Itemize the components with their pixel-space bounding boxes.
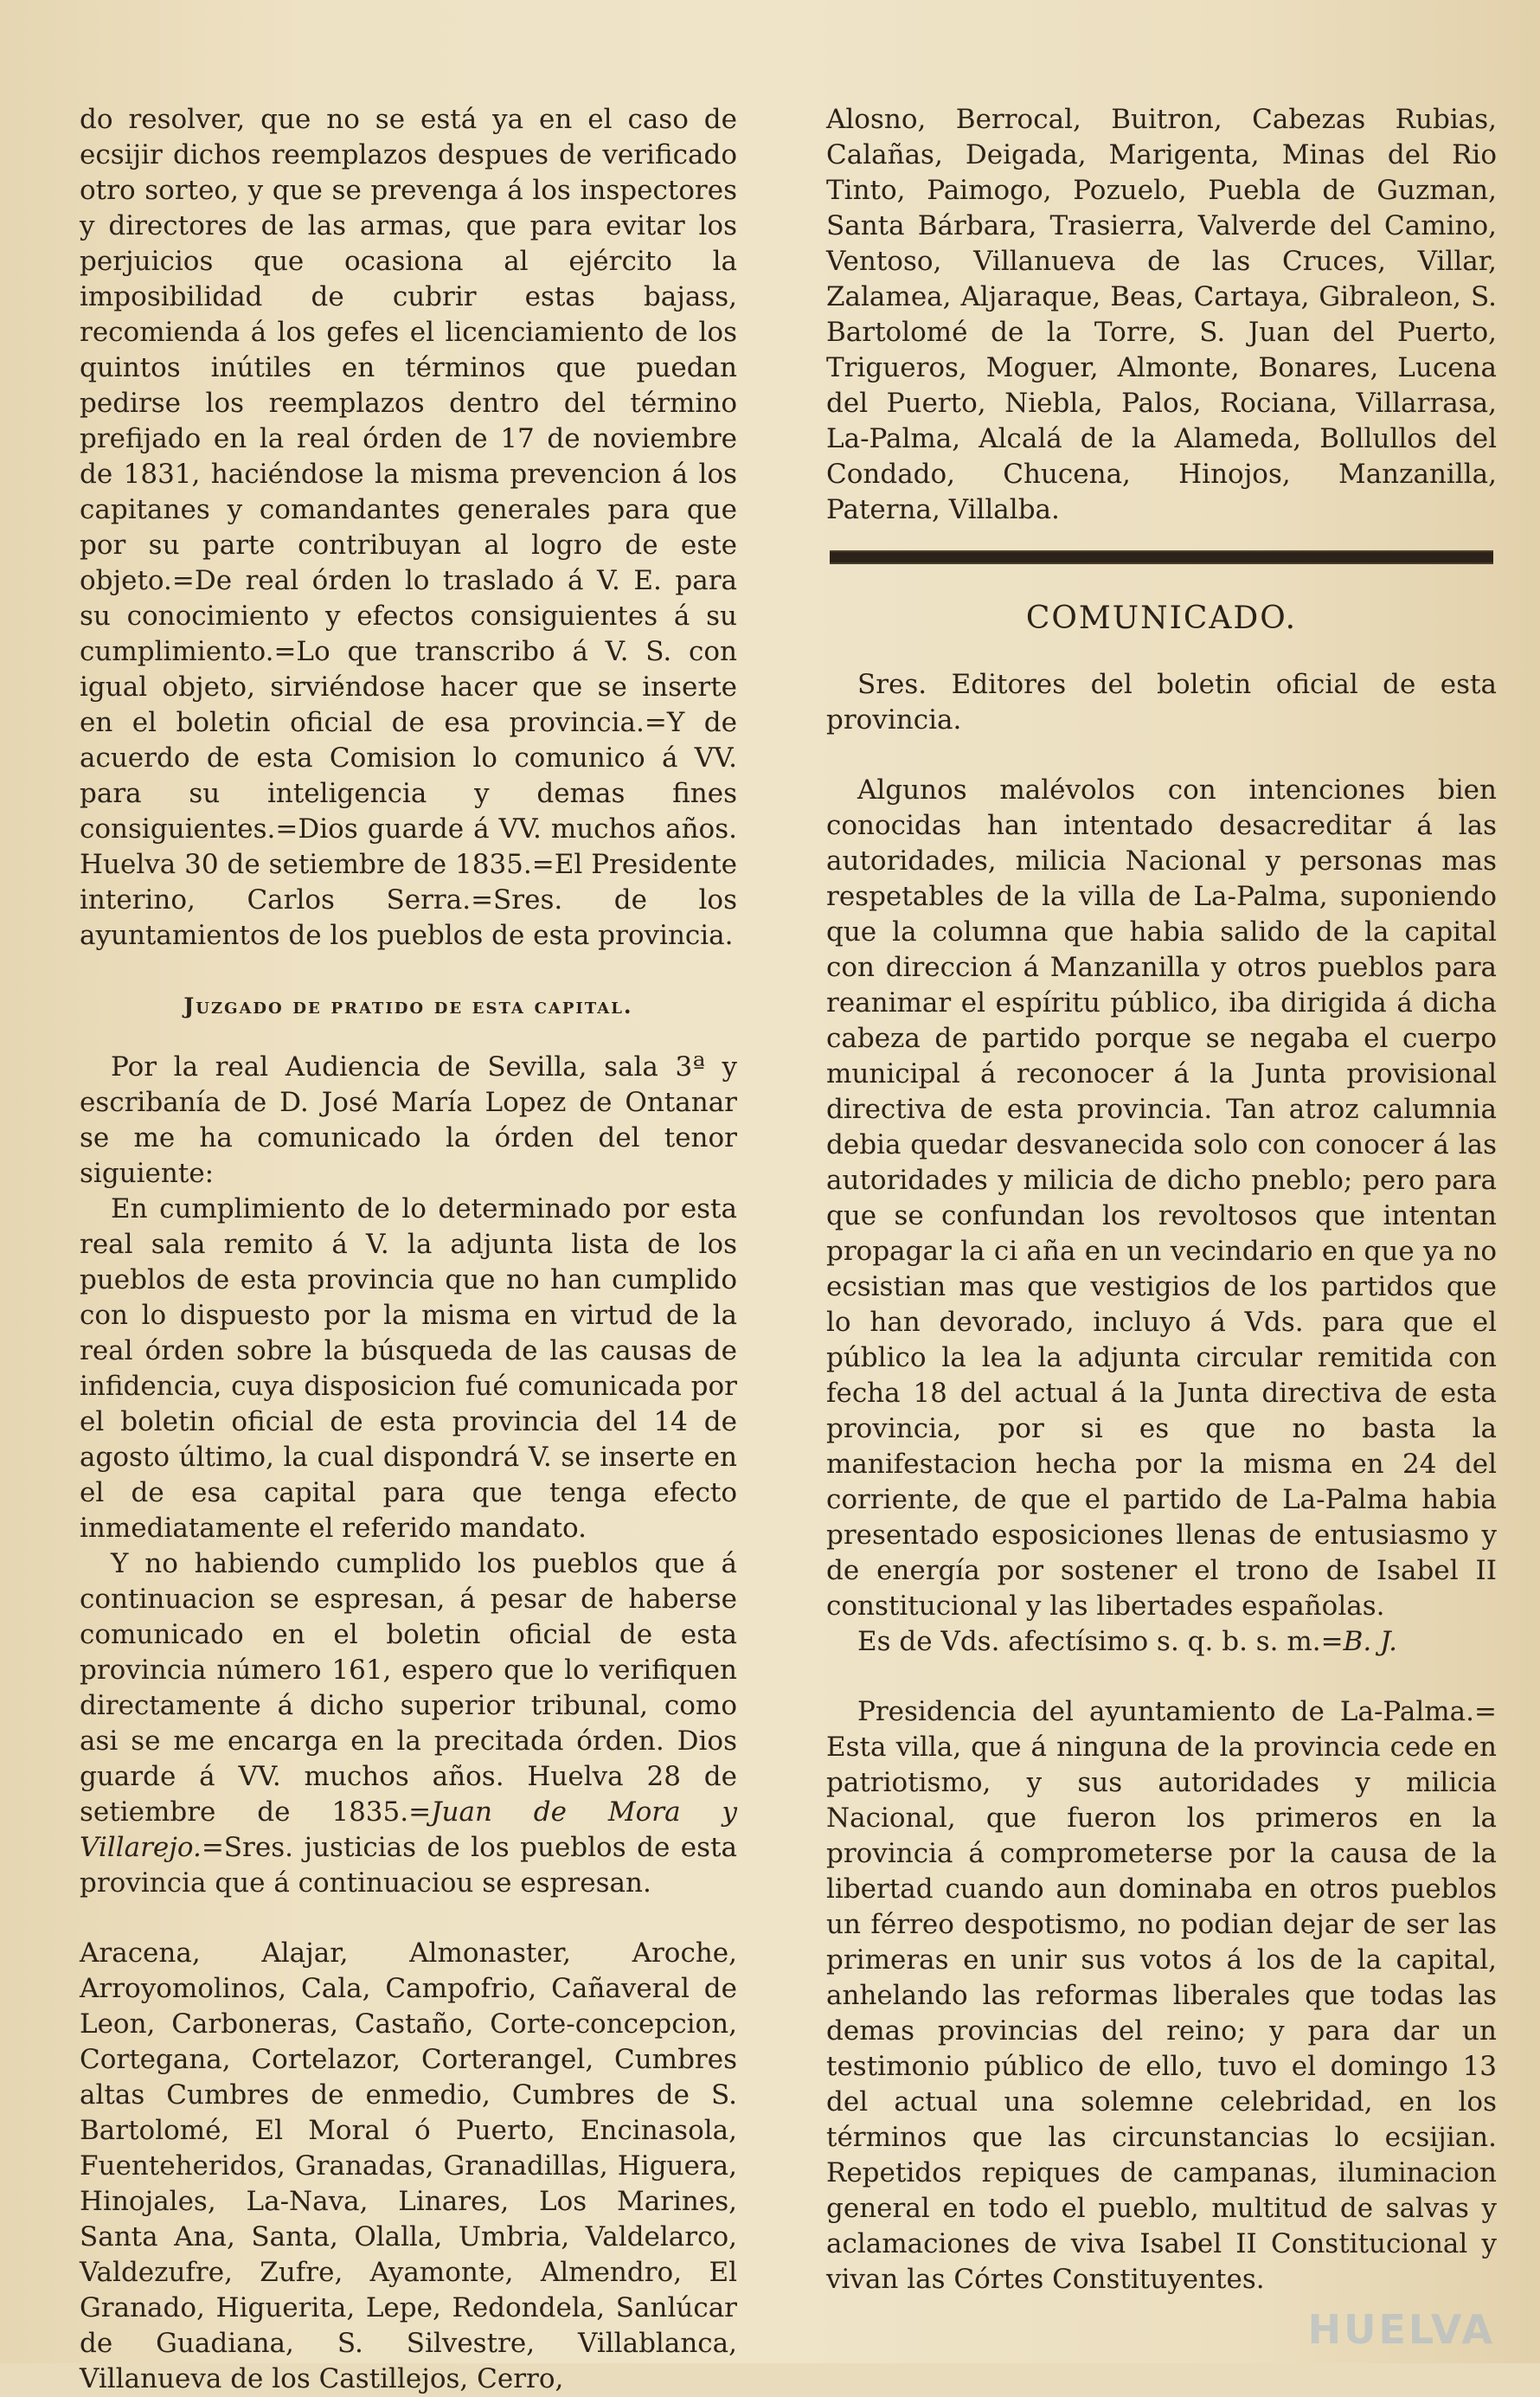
closing-signature: B. J. [1343, 1626, 1397, 1657]
section-heading: Juzgado de pratido de esta capital. [183, 993, 633, 1019]
salutation: Sres. Editores del boletin oficial de esta provincia. [826, 669, 1497, 736]
towns-list-continued: Alosno, Berrocal, Buitron, Cabezas Rubias, Calañas, Deigada, Marigenta, Minas del Rio Tinto, Paimogo, Pozuelo, Puebla de Guzman, Santa Bárbara, Trasierra, Valverde del Camino, Ventoso, Villanueva de las Cruces, Villar, Zalamea, Aljaraque, Beas, Cartaya, Gibraleon, S. Bartolomé de la Torre, S. Juan del Puerto, Trigueros, Moguer, Almonte, Bonares, Lucena del Puerto, Niebla, Palos, Rociana, Villarrasa, La-Palma, Alcalá de la Alameda, Bollullos del Condado, Chucena, Hinojos, Manzanilla, Paterna, Villalba. [826, 104, 1497, 525]
huelva-watermark: HUELVA [1307, 2306, 1495, 2353]
closing-text: Es de Vds. afectísimo s. q. b. s. m.= [857, 1626, 1344, 1657]
left-paragraph-4-tail: =Sres. justicias de los pueblos de esta provincia que á continuaciou se espresan. [80, 1832, 737, 1899]
left-paragraph-1: do resolver, que no se está ya en el caso de ecsijir dichos reemplazos despues de verificado otro sorteo, y que se prevenga á los inspectores y directores de las armas, que para evitar los perjuicios que ocasiona al ejército la imposibilidad de cubrir estas bajass, recomienda á los gefes el licenciamiento de los quintos inútiles en términos que puedan pedirse los reemplazos dentro del término prefijado en la real órden de 17 de noviembre de 1831, haciéndose la misma prevencion á los capitanes y comandantes generales para que por su parte contribuyan al logro de este objeto.=De real órden lo traslado á V. E. para su conocimiento y efectos consiguientes á su cumplimiento.=Lo que transcribo á V. S. con igual objeto, sirviéndose hacer que se inserte en el boletin oficial de esa provincia.=Y de acuerdo de esta Comision lo comunico á VV. para su inteligencia y demas fines consiguientes.=Dios guarde á VV. muchos años. Huelva 30 de setiembre de 1835.=El Presidente interino, Carlos Serra.=Sres. de los ayuntamientos de los pueblos de esta provincia. [80, 104, 737, 951]
left-paragraph-4-signature: Juan de Mora y Villarejo. [80, 1796, 738, 1863]
left-paragraph-4-main: Y no habiendo cumplido los pueblos que á continuacion se espresan, á pesar de haberse comunicado en el boletin oficial de esta provincia número 161, espero que lo verifiquen directamente á dicho superior tribunal, como asi se me encarga en la precitada órden. Dios guarde á VV. muchos años. Huelva 28 de setiembre de 1835.= [80, 1548, 737, 1828]
left-paragraph-4 [80, 1546, 737, 1901]
towns-list: Aracena, Alajar, Almonaster, Aroche, Arroyomolinos, Cala, Campofrio, Cañaveral de Leon, Carboneras, Castaño, Corte-concepcion, Cortegana, Cortelazor, Corterangel, Cumbres altas Cumbres de enmedio, Cumbres de S. Bartolomé, El Moral ó Puerto, Encinasola, Fuenteheridos, Granadas, Granadillas, Higuera, Hinojales, La-Nava, Linares, Los Marines, Santa Ana, Santa, Olalla, Umbria, Valdelarco, Valdezufre, Zufre, Ayamonte, Almendro, El Granado, Higuerita, Lepe, Redondela, Sanlúcar de Guadiana, S. Silvestre, Villablanca, Villanueva de los Castillejos, Cerro, [80, 1938, 737, 2394]
left-paragraph-3: En cumplimiento de lo determinado por esta real sala remito á V. la adjunta lista de los pueblos de esta provincia que no han cumplido con lo dispuesto por la misma en virtud de la real órden sobre la búsqueda de las causas de infidencia, cuya disposicion fué comunicada por el boletin oficial de esta provincia del 14 de agosto último, la cual dispondrá V. se inserte en el de esa capital para que tenga efecto inmediatamente el referido mandato. [80, 1193, 737, 1544]
section-rule [830, 550, 1493, 564]
closing-line [826, 1624, 1497, 1660]
right-paragraph-1: Algunos malévolos con intenciones bien conocidas han intentado desacreditar á las autoridades, milicia Nacional y personas mas respetables de la villa de La-Palma, suponiendo que la columna que habia salido de la capital con direccion á Manzanilla y otros pueblos para reanimar el espíritu público, iba dirigida á dicha cabeza de partido porque se negaba el cuerpo municipal á reconocer á la Junta provisional directiva de esta provincia. Tan atroz calumnia debia quedar desvanecida solo con conocer á las autoridades y milicia de dicho pneblo; pero para que se confundan los revoltosos que intentan propagar la ci aña en un vecindario en que ya no ecsistian mas que vestigios de los partidos que lo han devorado, incluyo á Vds. para que el público la lea la adjunta circular remitida con fecha 18 del actual á la Junta directiva de esta provincia, por si es que no basta la manifestacion hecha por la misma en 24 del corriente, de que el partido de La-Palma habia presentado esposiciones llenas de entusiasmo y de energía por sostener el trono de Isabel II constitucional y las libertades españolas. [826, 774, 1497, 1622]
left-paragraph-2: Por la real Audiencia de Sevilla, sala 3ª y escribanía de D. José María Lopez de Ontanar se me ha comunicado la órden del tenor siguiente: [80, 1051, 737, 1189]
comunicado-title: COMUNICADO. [1025, 601, 1298, 636]
right-paragraph-2: Presidencia del ayuntamiento de La-Palma.= Esta villa, que á ninguna de la provincia cede en patriotismo, y sus autoridades y milicia Nacional, que fueron los primeros en la provincia á comprometerse por la causa de la libertad cuando aun dominaba en otros pueblos un férreo despotismo, no podian dejar de ser las primeras en unir sus votos á los de la capital, anhelando las reformas liberales que todas las demas provincias del reino; y para dar un testimonio público de ello, tuvo el domingo 13 del actual una solemne celebridad, en los términos que las circunstancias lo ecsijian. Repetidos repiques de campanas, iluminacion general en todo el pueblo, multitud de salvas y aclamaciones de viva Isabel II Constitucional y vivan las Córtes Constituyentes. [826, 1696, 1497, 2295]
left-column [80, 102, 737, 2397]
right-column [826, 102, 1497, 2297]
